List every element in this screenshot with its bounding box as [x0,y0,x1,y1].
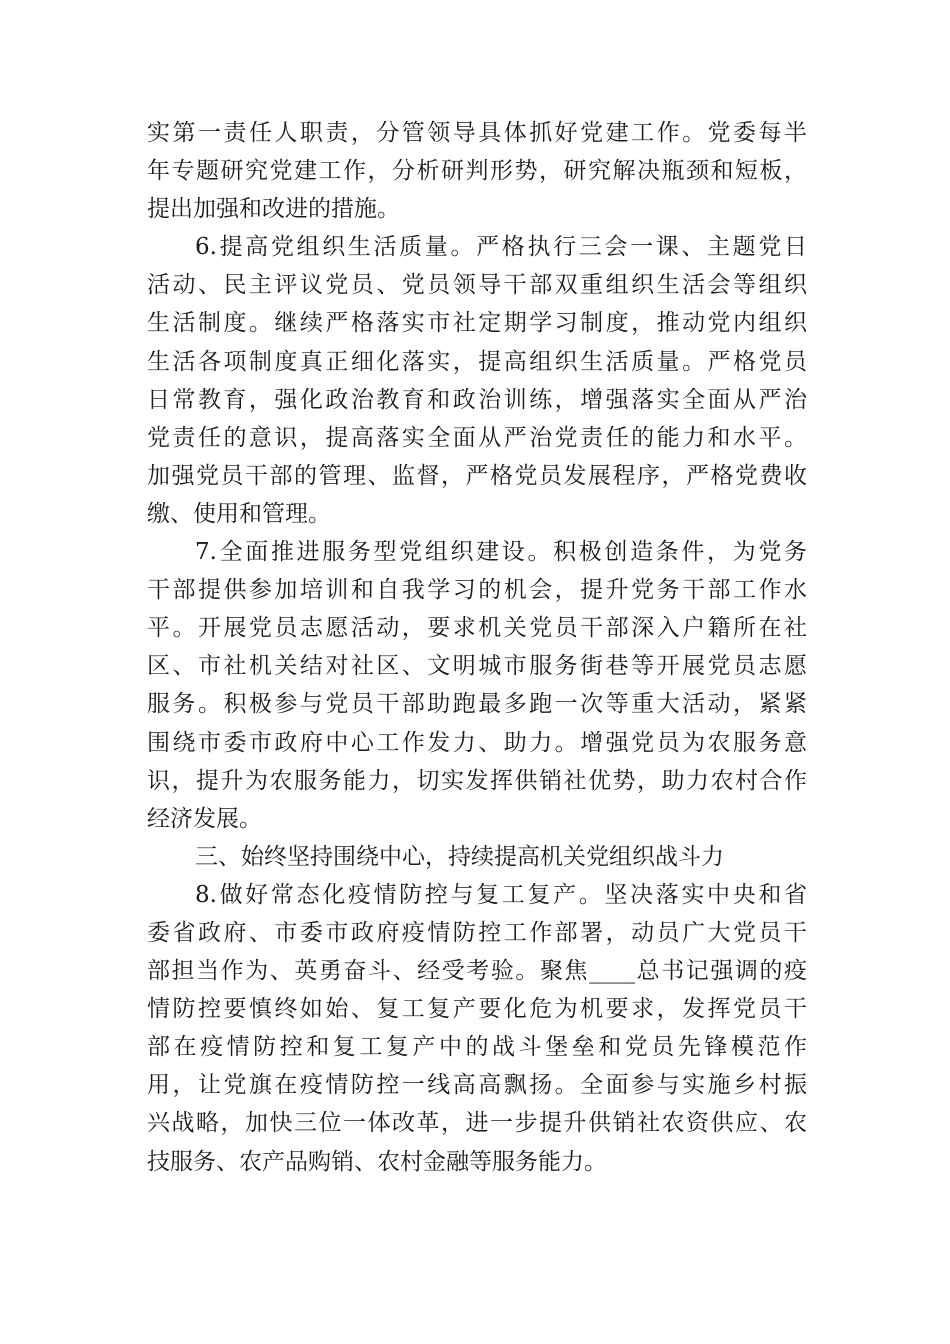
text-line: 加强党员干部的管理、监督，严格党员发展程序，严格党费收 [147,462,807,489]
text-line: 党责任的意识，提高落实全面从严治党责任的能力和水平。 [147,424,807,451]
text-line: 经济发展。 [147,805,262,832]
text-line: 围绕市委市政府中心工作发力、助力。增强党员为农服务意 [147,729,807,756]
text-line: 情防控要慎终如始、复工复产要化危为机要求，发挥党员干 [147,996,807,1023]
section-heading: 三、始终坚持围绕中心，持续提高机关党组织战斗力 [195,843,724,870]
text-line: 部担当作为、英勇奋斗、经受考验。聚焦____总书记强调的疫 [147,958,807,985]
text-line: 干部提供参加培训和自我学习的机会，提升党务干部工作水 [147,577,807,604]
text-line: 委省政府、市委市政府疫情防控工作部署，动员广大党员干 [147,919,807,946]
text-line: 年专题研究党建工作，分析研判形势，研究解决瓶颈和短板， [147,158,807,185]
text-line: 技服务、农产品购销、农村金融等服务能力。 [147,1148,607,1175]
text-line: 用，让党旗在疫情防控一线高高飘扬。全面参与实施乡村振 [147,1072,807,1099]
text-line: 提出加强和改进的措施。 [147,196,400,223]
text-line: 生活制度。继续严格落实市社定期学习制度，推动党内组织 [147,310,807,337]
text-line: 平。开展党员志愿活动，要求机关党员干部深入户籍所在社 [147,615,807,642]
text-line: 服务。积极参与党员干部助跑最多跑一次等重大活动，紧紧 [147,691,807,718]
text-line: 区、市社机关结对社区、文明城市服务街巷等开展党员志愿 [147,653,807,680]
paragraph-8-first-line: 8.做好常态化疫情防控与复工复产。坚决落实中央和省 [195,881,807,908]
text-line: 实第一责任人职责，分管领导具体抓好党建工作。党委每半 [147,120,807,146]
text-line: 识，提升为农服务能力，切实发挥供销社优势，助力农村合作 [147,767,807,794]
text-line: 日常教育，强化政治教育和政治训练，增强落实全面从严治 [147,386,807,413]
paragraph-7-first-line: 7.全面推进服务型党组织建设。积极创造条件，为党务 [195,539,807,566]
text-line: 活动、民主评议党员、党员领导干部双重组织生活会等组织 [147,272,807,299]
paragraph-6-first-line: 6.提高党组织生活质量。严格执行三会一课、主题党日 [195,234,807,261]
text-line: 部在疫情防控和复工复产中的战斗堡垒和党员先锋模范作 [147,1034,807,1061]
text-line: 生活各项制度真正细化落实，提高组织生活质量。严格党员 [147,348,807,375]
document-body [147,114,807,1181]
text-line: 兴战略，加快三位一体改革，进一步提升供销社农资供应、农 [147,1110,807,1137]
text-line: 缴、使用和管理。 [147,500,331,527]
